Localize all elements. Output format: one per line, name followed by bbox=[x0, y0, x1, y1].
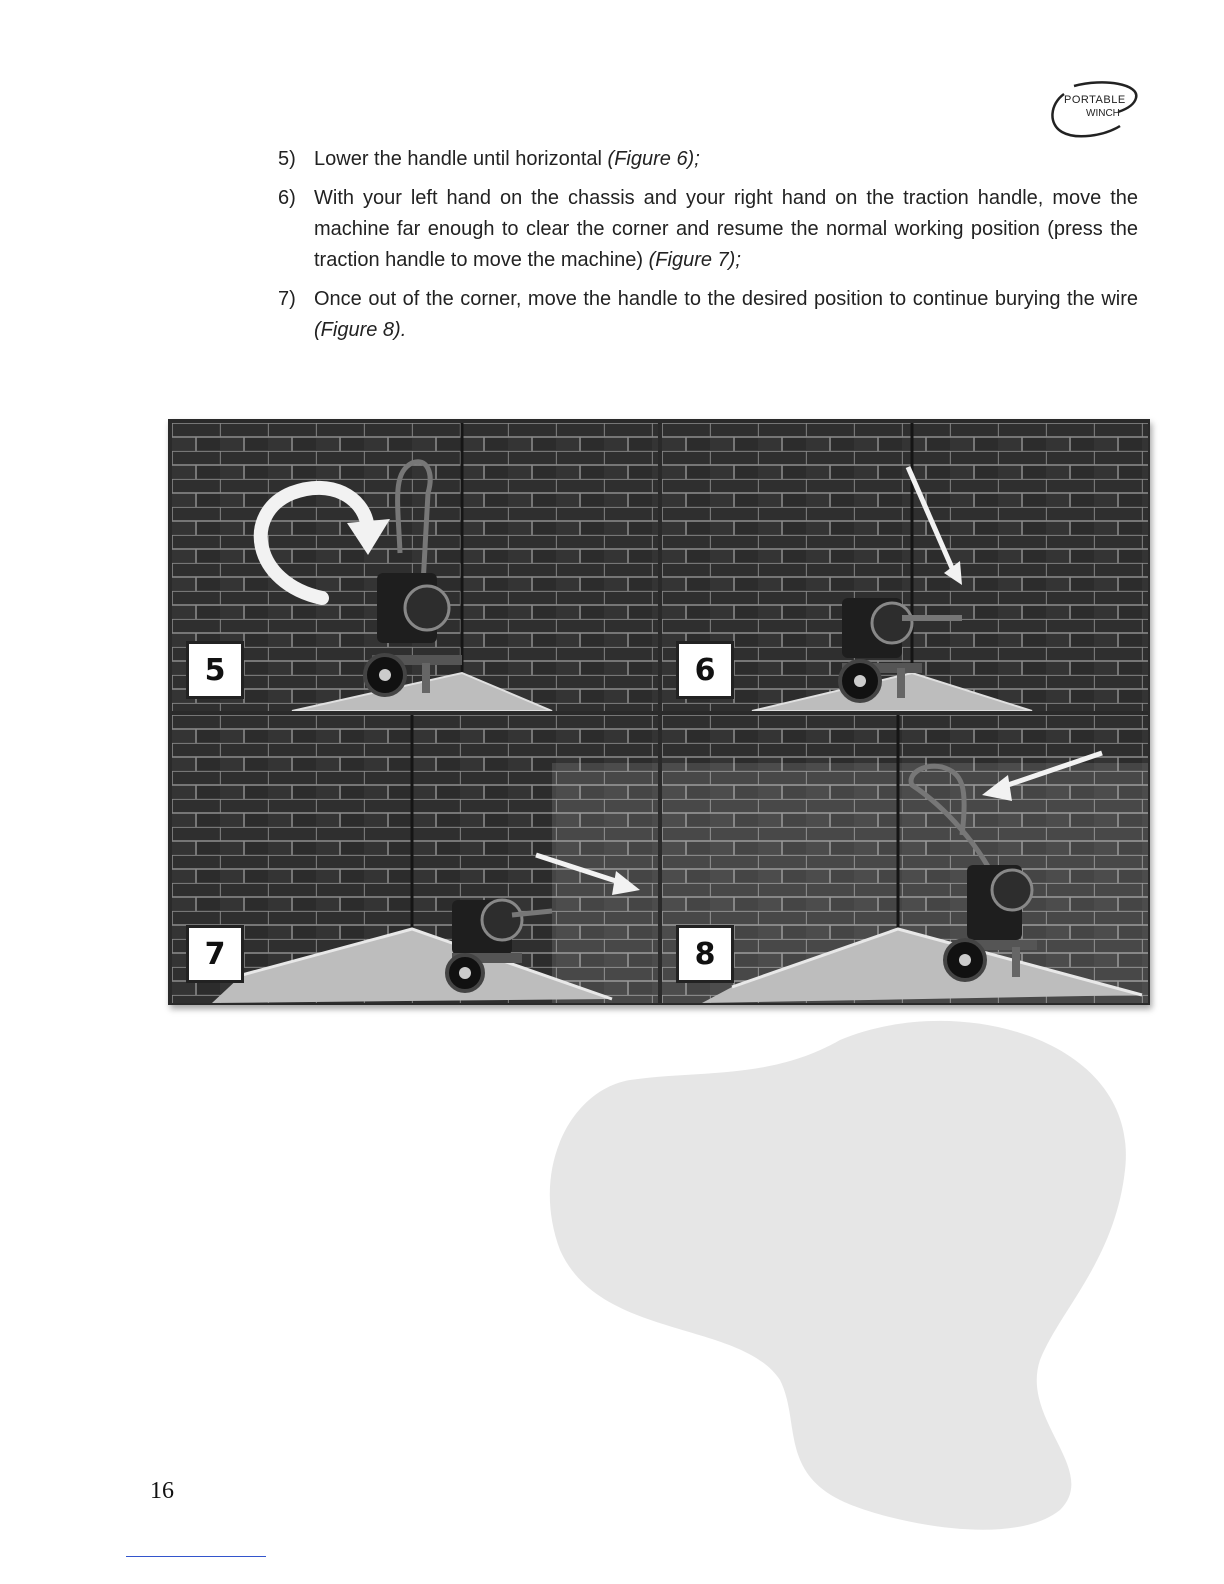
step-5 bbox=[278, 144, 1138, 175]
step-7 bbox=[278, 284, 1138, 346]
panel-number-badge: 7 bbox=[186, 925, 244, 983]
page-number: 16 bbox=[150, 1478, 174, 1504]
step-text: Once out of the corner, move the handle to the desired position to continue burying the wire bbox=[314, 288, 1138, 310]
panel-5-illustration bbox=[172, 423, 658, 711]
step-number: 6) bbox=[278, 187, 296, 209]
panel-number-badge: 5 bbox=[186, 641, 244, 699]
step-text: With your left hand on the chassis and your right hand on the traction handle, move the machine far enough to clear the corner and resume the normal working position (press the traction handle to move the machine) bbox=[314, 187, 1138, 271]
figure-reference: (Figure 7); bbox=[648, 249, 741, 271]
beaver-watermark-icon bbox=[540, 1000, 1180, 1540]
step-body bbox=[314, 183, 1138, 276]
figure-reference: (Figure 6); bbox=[607, 148, 700, 170]
step-number: 5) bbox=[278, 148, 296, 170]
figure-panel-6 bbox=[662, 423, 1148, 711]
logo-text-portable: PORTABLE bbox=[1064, 94, 1126, 106]
panel-6-illustration bbox=[662, 423, 1148, 711]
figure-reference: (Figure 8). bbox=[314, 319, 407, 341]
panel-number-badge: 8 bbox=[676, 925, 734, 983]
figure-panel-8 bbox=[662, 715, 1148, 1003]
figure-panel-7 bbox=[172, 715, 658, 1003]
step-6 bbox=[278, 183, 1138, 276]
footer-rule bbox=[126, 1556, 266, 1557]
step-body bbox=[314, 284, 1138, 346]
step-text: Lower the handle until horizontal bbox=[314, 148, 608, 170]
figure-panel-5 bbox=[172, 423, 658, 711]
logo-text-winch: WINCH bbox=[1086, 108, 1120, 119]
panel-8-illustration bbox=[662, 715, 1148, 1003]
portable-winch-logo bbox=[1044, 80, 1144, 142]
panel-number-badge: 6 bbox=[676, 641, 734, 699]
panel-7-illustration bbox=[172, 715, 658, 1003]
step-body bbox=[314, 144, 1138, 175]
procedure-figure bbox=[168, 419, 1150, 1005]
step-number: 7) bbox=[278, 288, 296, 310]
instruction-steps bbox=[278, 144, 1138, 354]
